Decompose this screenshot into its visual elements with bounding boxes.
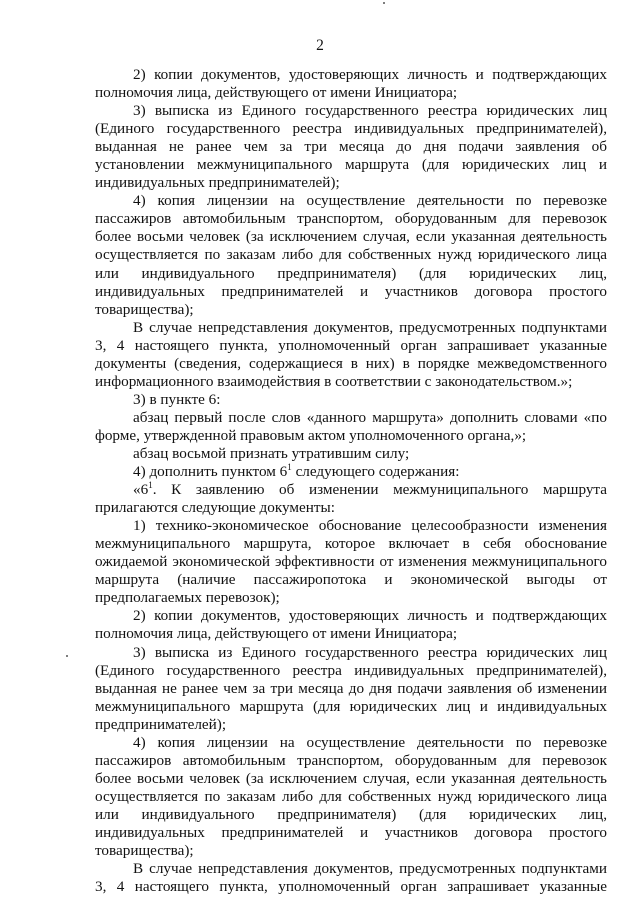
scan-speck: [383, 2, 385, 4]
paragraph: 2) копии документов, удостоверяющих личность и подтверждающих полномочия лица, действующего от имени Инициатора;: [95, 66, 607, 102]
text-segment: «6: [133, 481, 149, 499]
paragraph: 4) копия лицензии на осуществление деятельности по перевозке пассажиров автомобильным транспортом, оборудованным для перевозок более восьми человек (за исключением случая, если указанная деятельность осуществляется по заказам либо для собственных нужд юридического лица или индивидуального предпринимателя) (для юридических лиц, индивидуальных предпринимателей и участников договора простого товарищества);: [95, 733, 607, 860]
superscript: 1: [148, 480, 153, 491]
paragraph: 3) в пункте 6:: [133, 390, 221, 408]
paragraph: [95, 481, 607, 517]
paragraph: абзац первый после слов «данного маршрута» дополнить словами «по форме, утвержденной правовым актом уполномоченного органа,»;: [95, 408, 607, 444]
paragraph: 4) копия лицензии на осуществление деятельности по перевозке пассажиров автомобильным транспортом, оборудованным для перевозок более восьми человек (за исключением случая, если указанная деятельность осуществляется по заказам либо для собственных нужд юридического лица или индивидуального предпринимателя) (для юридических лиц, индивидуальных предпринимателей и участников договора простого товарищества);: [95, 192, 607, 318]
paragraph: В случае непредставления документов, предусмотренных подпунктами 3, 4 настоящего пункта, уполномоченный орган запрашивает указанные: [95, 860, 607, 896]
paragraph: 1) технико-экономическое обоснование целесообразности изменения межмуниципального маршрута, которое включает в себя обоснование ожидаемой экономической эффективности от изменения межмуниципального маршрута (наличие пассажиропотока и экономической выгоды от предполагаемых перевозок);: [95, 517, 607, 607]
paragraph: [95, 463, 607, 481]
scan-speck: [66, 655, 68, 657]
document-body: [95, 66, 607, 896]
paragraph: В случае непредставления документов, предусмотренных подпунктами 3, 4 настоящего пункта, уполномоченный орган запрашивает указанные документы (сведения, содержащиеся в них) в порядке межведомственного информационного взаимодействия в соответствии с законодательством.»;: [95, 318, 607, 390]
text-segment: . К заявлению об изменении межмуниципального маршрута прилагаются следующие документы:: [95, 481, 607, 517]
paragraph: 2) копии документов, удостоверяющих личность и подтверждающих полномочия лица, действующего от имени Инициатора;: [95, 607, 607, 643]
superscript: 1: [287, 461, 292, 472]
text-segment: следующего содержания:: [291, 463, 460, 481]
paragraph: 3) выписка из Единого государственного реестра юридических лиц (Единого государственного реестра индивидуальных предпринимателей), выданная не ранее чем за три месяца до дня подачи заявления об изменении межмуниципального маршрута (для юридических лиц и индивидуальных предпринимателей);: [95, 643, 607, 733]
page-number: 2: [316, 37, 324, 54]
paragraph: абзац восьмой признать утратившим силу;: [133, 444, 410, 462]
paragraph: 3) выписка из Единого государственного реестра юридических лиц (Единого государственного реестра индивидуальных предпринимателей), выданная не ранее чем за три месяца до дня подачи заявления об установлении межмуниципального маршрута (для юридических лиц и индивидуальных предпринимателей);: [95, 102, 607, 192]
text-segment: 4) дополнить пунктом 6: [133, 463, 288, 481]
